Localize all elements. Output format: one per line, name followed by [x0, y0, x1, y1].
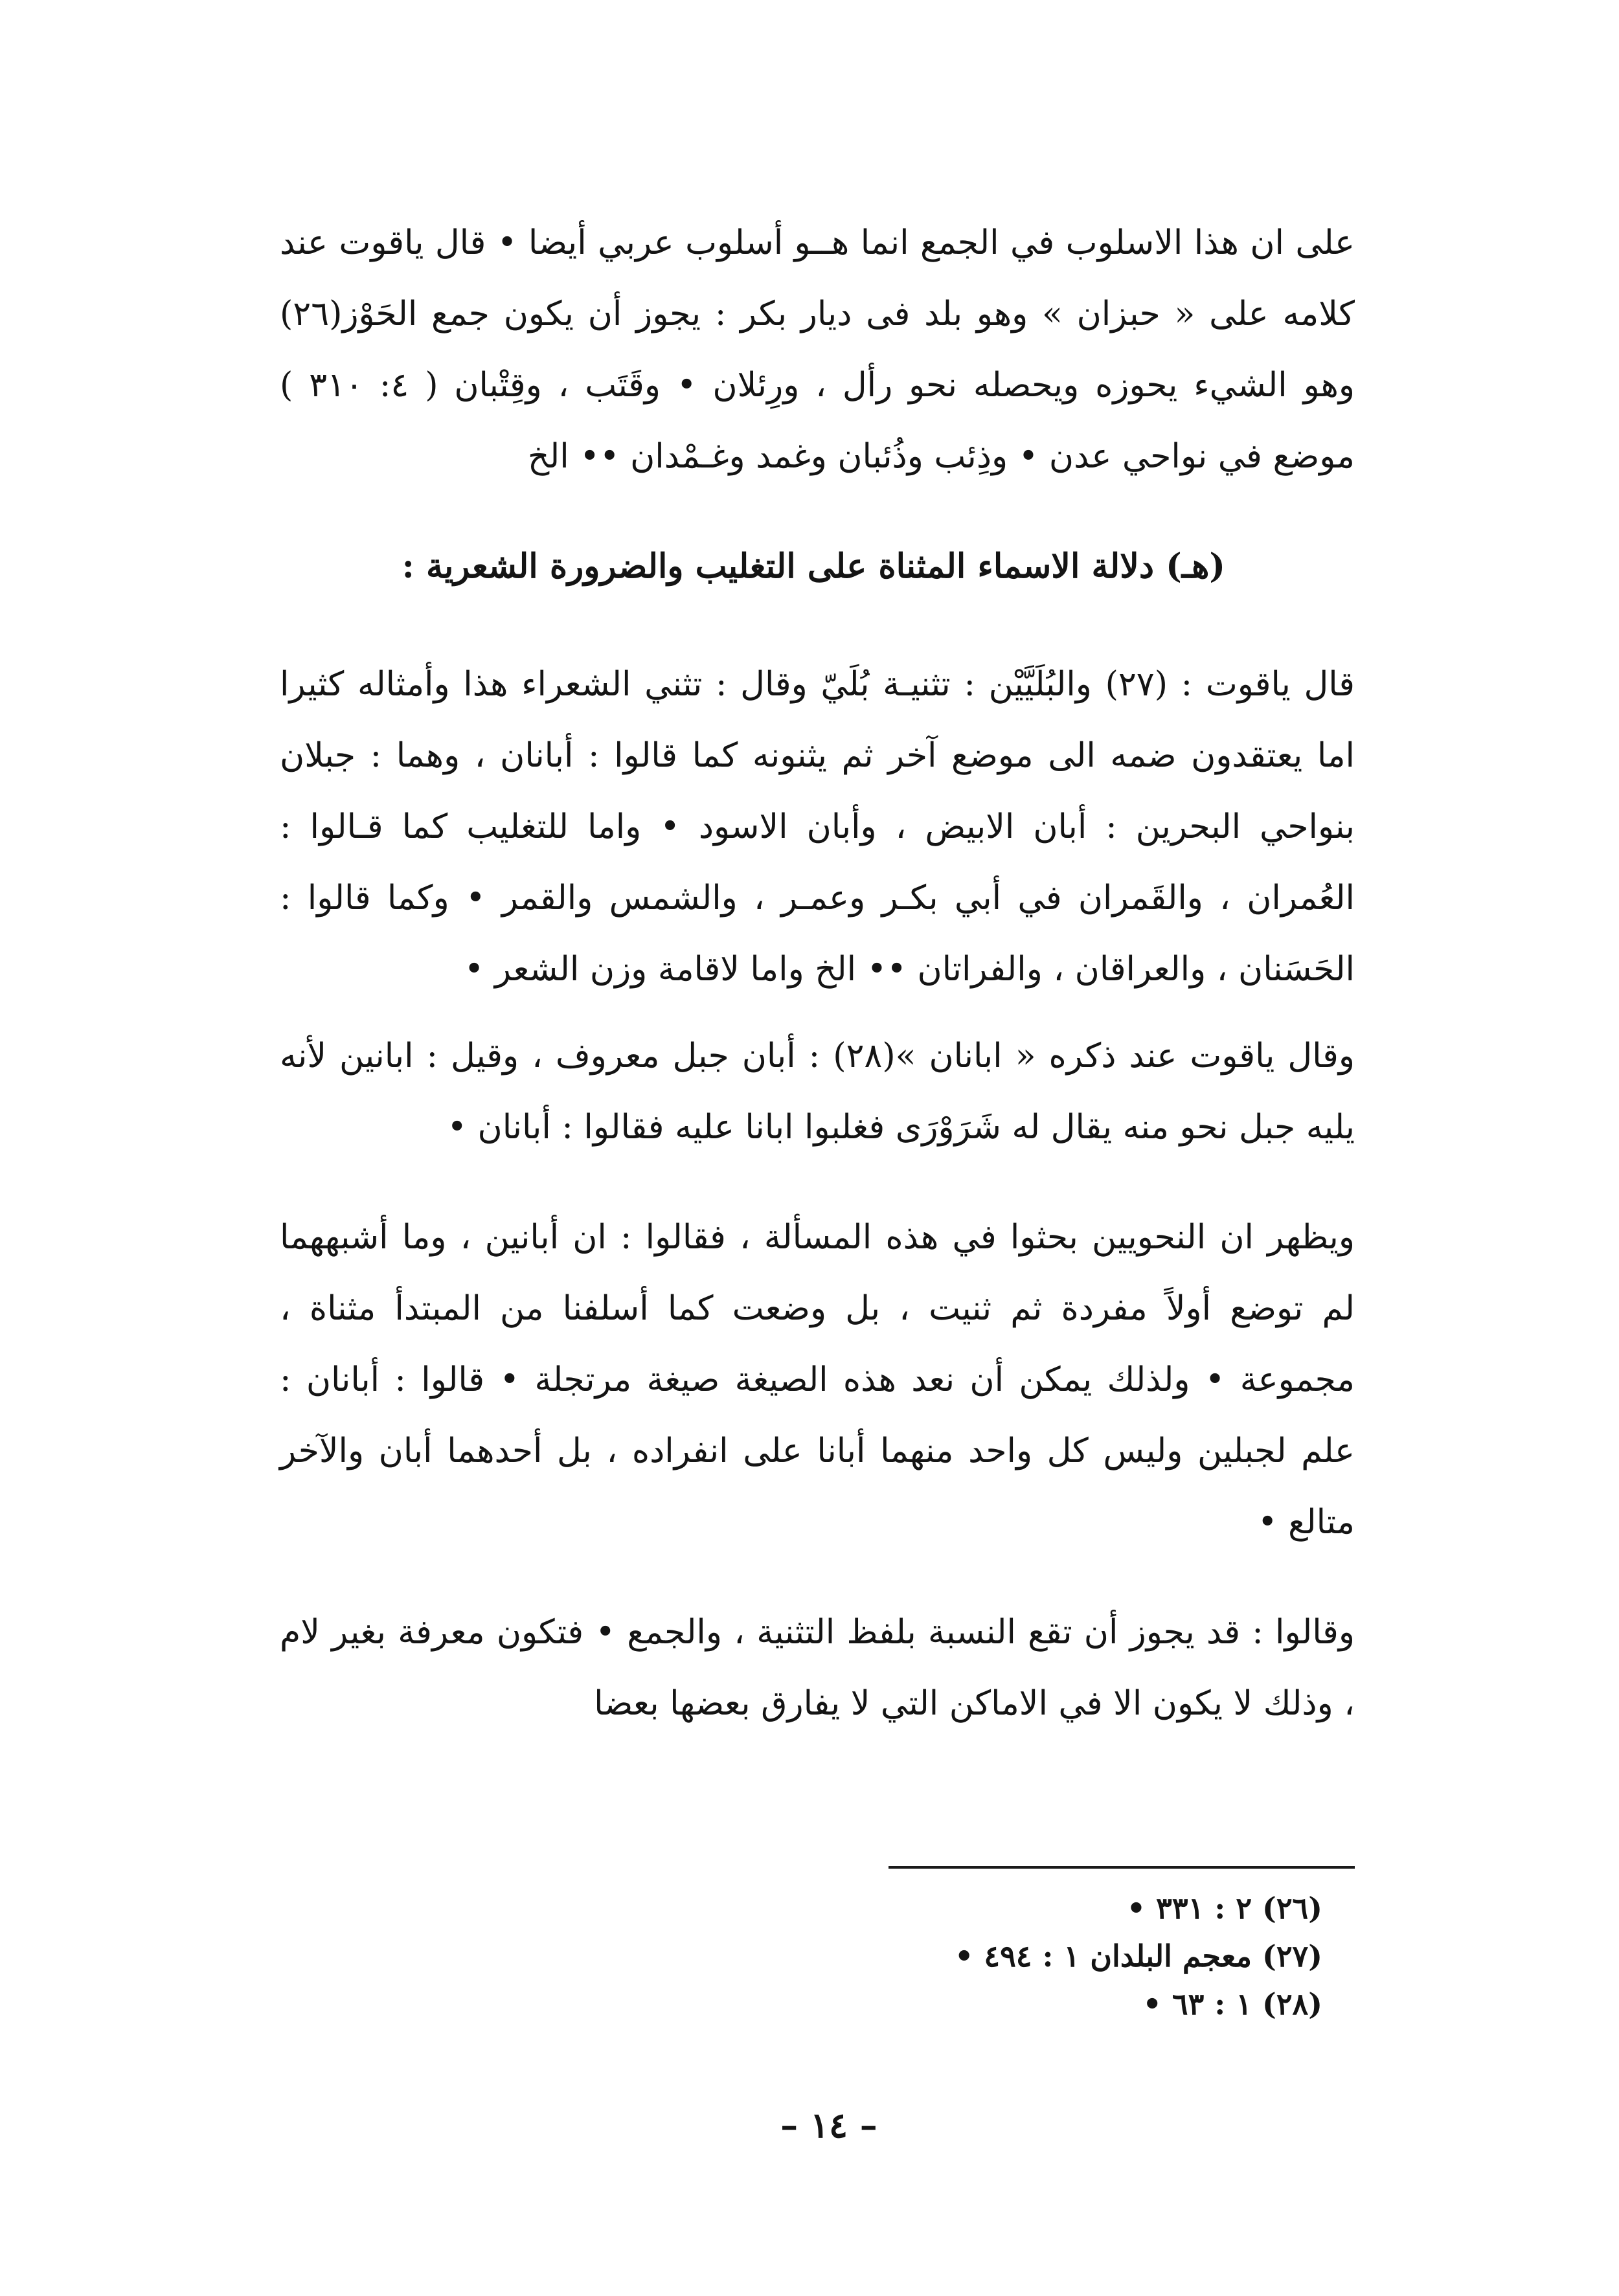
page-body — [280, 207, 1355, 1739]
paragraph-4: ويظهر ان النحويين بحثوا في هذه المسألة ، فقالوا : ان أبانين ، وما أشبههما لم توضع أولاً مفردة ثم ثنيت ، بل وضعت كما أسلفنا من المبتدأ مثناة ، مجموعة • ولذلك يمكن أن نعد هذه الصيغة صيغة مرتجلة • قالوا : أبانان : علم لجبلين وليس كل واحد منهما أبانا على انفراده ، بل أحدهما أبان والآخر متالع • — [280, 1218, 1355, 1542]
paragraph-2: قال ياقوت : (٢٧) والبُلَيَّيْن : تثنيـة بُلَيّ وقال : تثني الشعراء هذا وأمثاله كثيرا اما يعتقدون ضمه الى موضع آخر ثم يثنونه كما قالوا : أبانان ، وهما : جبلان بنواحي البحرين : أبان الابيض ، وأبان الاسود • واما للتغليب كما قـالوا : العُمران ، والقَمران في أبي بكـر وعمـر ، والشمس والقمر • وكما قالوا : الحَسَنان ، والعراقان ، والفراتان •• الخ واما لاقامة وزن الشعر • — [280, 665, 1355, 989]
footnote-27: (٢٧) معجم البلدان ١ : ٤٩٤ • — [954, 1939, 1322, 1974]
section-heading: (هـ) دلالة الاسماء المثناة على التغليب والضرورة الشعرية : — [402, 546, 1225, 586]
paragraph-1: على ان هذا الاسلوب في الجمع انما هــو أسلوب عربي أيضا • قال ياقوت عند كلامه على « حبزان » وهو بلد فى ديار بكر : يجوز أن يكون جمع الحَوْز(٢٦) وهو الشيء يحوزه ويحصله نحو رأل ، ورِئلان • وقَتَب ، وقِتْبان ( ٤: ٣١٠ ) موضع في نواحي عدن • وذِئب وذُئبان وغمد وغـمْدان •• الخ — [280, 223, 1355, 476]
footnote-28: (٢٨) ١ : ٦٣ • — [1142, 1986, 1322, 2021]
footnote-26: (٢٦) ٢ : ٣٣١ • — [1126, 1891, 1322, 1926]
page-number: – ١٤ – — [780, 2104, 877, 2146]
footnotes — [280, 1884, 1322, 2028]
footnote-divider — [889, 1866, 1355, 1869]
paragraph-3: وقال ياقوت عند ذكره « ابانان »(٢٨) : أبان جبل معروف ، وقيل : ابانين لأنه يليه جبل نحو منه يقال له شَرَوْرَى فغلبوا ابانا عليه فقالوا : أبانان • — [280, 1037, 1355, 1147]
paragraph-5: وقالوا : قد يجوز أن تقع النسبة بلفظ التثنية ، والجمع • فتكون معرفة بغير لام ، وذلك لا يكون الا في الاماكن التي لا يفارق بعضها بعضا — [280, 1613, 1355, 1723]
